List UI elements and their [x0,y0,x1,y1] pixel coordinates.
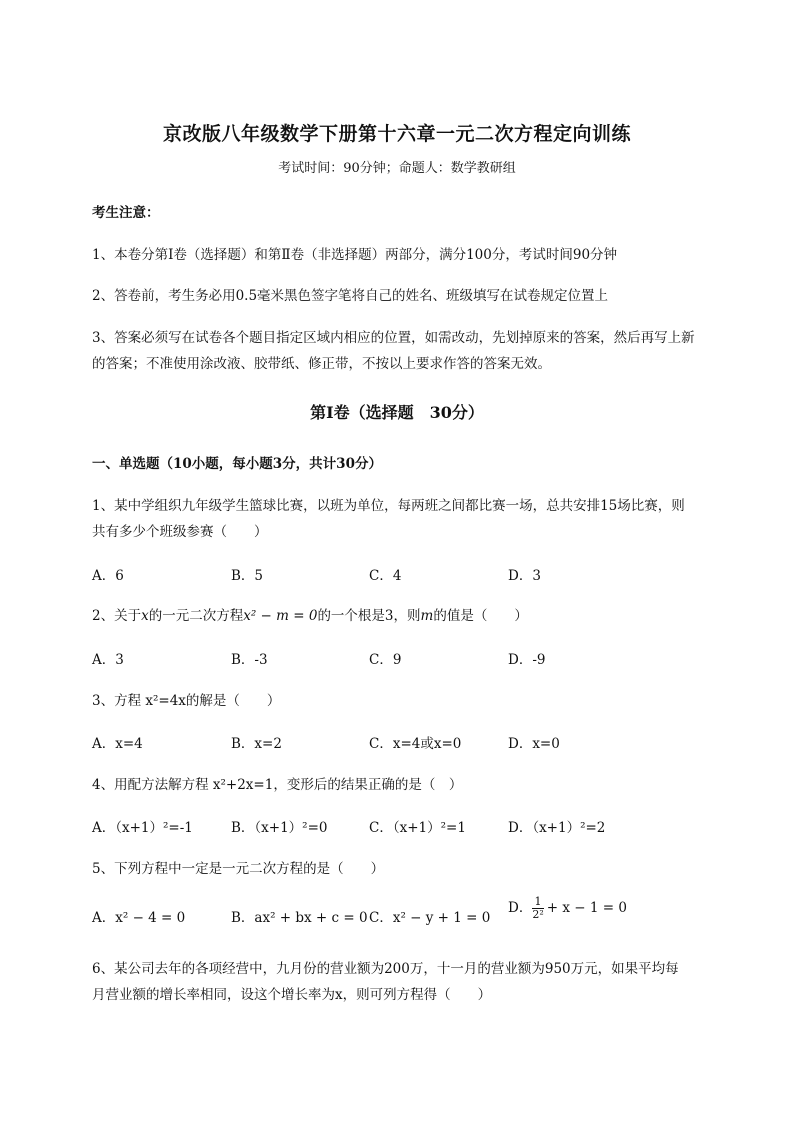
question-4-option-d: D．（x+1）²=2 [508,820,606,836]
variable-m: m [420,608,434,624]
question-5-option-b: B．ax² + bx + c = 0 [231,910,368,926]
question-5-option-d [508,896,627,921]
question-5-option-c: C．x² − y + 1 = 0 [369,910,491,926]
fraction [532,896,543,921]
question-6-line-1: 6、某公司去年的各项经营中，九月份的营业额为200万，十一月的营业额为950万元，如果平均每 [92,961,679,977]
question-2-suffix: 的一个根是3，则 [317,608,421,624]
note-item-3: 3、答案必须写在试卷各个题目指定区域内相应的位置，如需改动，先划掉原来的答案，然后再写上新 [92,330,695,346]
question-3-option-d: D．x=0 [508,736,560,752]
part-heading: 一、单选题（10小题，每小题3分，共计30分） [92,456,382,472]
variable-x: x [141,608,149,624]
question-2-text [92,604,528,624]
question-2-option-a: A．3 [92,652,124,668]
fraction-numerator: 1 [532,896,543,909]
question-2-mid: 的一元二次方程 [148,608,244,624]
question-4-option-b: B．（x+1）²=0 [231,820,328,836]
question-3-option-c: C．x=4或x=0 [369,736,462,752]
question-3-option-b: B．x=2 [231,736,282,752]
question-2-option-b: B．-3 [231,652,268,668]
question-2-end: 的值是（ ） [433,608,528,624]
question-5-text: 5、下列方程中一定是一元二次方程的是（ ） [92,861,385,877]
question-1-option-a: A．6 [92,568,124,584]
note-item-3-continued: 的答案；不准使用涂改液、胶带纸、修正带，不按以上要求作答的答案无效。 [92,356,551,372]
question-3-text: 3、方程 x²=4x的解是（ ） [92,693,281,709]
question-2-prefix: 2、关于 [92,608,142,624]
note-item-1: 1、本卷分第I卷（选择题）和第Ⅱ卷（非选择题）两部分，满分100分，考试时间90分钟 [92,247,618,263]
notes-heading: 考生注意： [92,205,160,221]
question-2-option-c: C．9 [369,652,402,668]
question-3-option-a: A．x=4 [92,736,143,752]
page-title: 京改版八年级数学下册第十六章一元二次方程定向训练 [162,123,631,145]
question-4-text: 4、用配方法解方程 x²+2x=1，变形后的结果正确的是（ ） [92,777,463,793]
question-1-option-c: C．4 [369,568,402,584]
question-4-option-c: C．（x+1）²=1 [369,820,466,836]
question-1-line-1: 1、某中学组织九年级学生篮球比赛，以班为单位，每两班之间都比赛一场，总共安排15场比赛，则 [92,498,685,514]
question-5-option-a: A．x² − 4 = 0 [92,910,186,926]
section-title: 第I卷（选择题 30分） [310,403,484,422]
question-5-option-d-label: D． [508,900,533,916]
fraction-denominator: 2² [532,908,544,921]
question-1-option-d: D．3 [508,568,541,584]
note-item-2: 2、答卷前，考生务必用0.5毫米黑色签字笔将自己的姓名、班级填写在试卷规定位置上 [92,288,609,304]
question-1-line-2: 共有多少个班级参赛（ ） [92,524,268,540]
question-6-line-2: 月营业额的增长率相同，设这个增长率为x，则可列方程得（ ） [92,987,492,1003]
equation: x² − m = 0 [243,608,318,624]
question-2-option-d: D．-9 [508,652,546,668]
question-4-option-a: A．（x+1）²=-1 [92,820,193,836]
question-5-option-d-rest: + x − 1 = 0 [546,900,627,916]
question-1-option-b: B．5 [231,568,264,584]
exam-info: 考试时间：90分钟；命题人：数学教研组 [278,161,516,176]
